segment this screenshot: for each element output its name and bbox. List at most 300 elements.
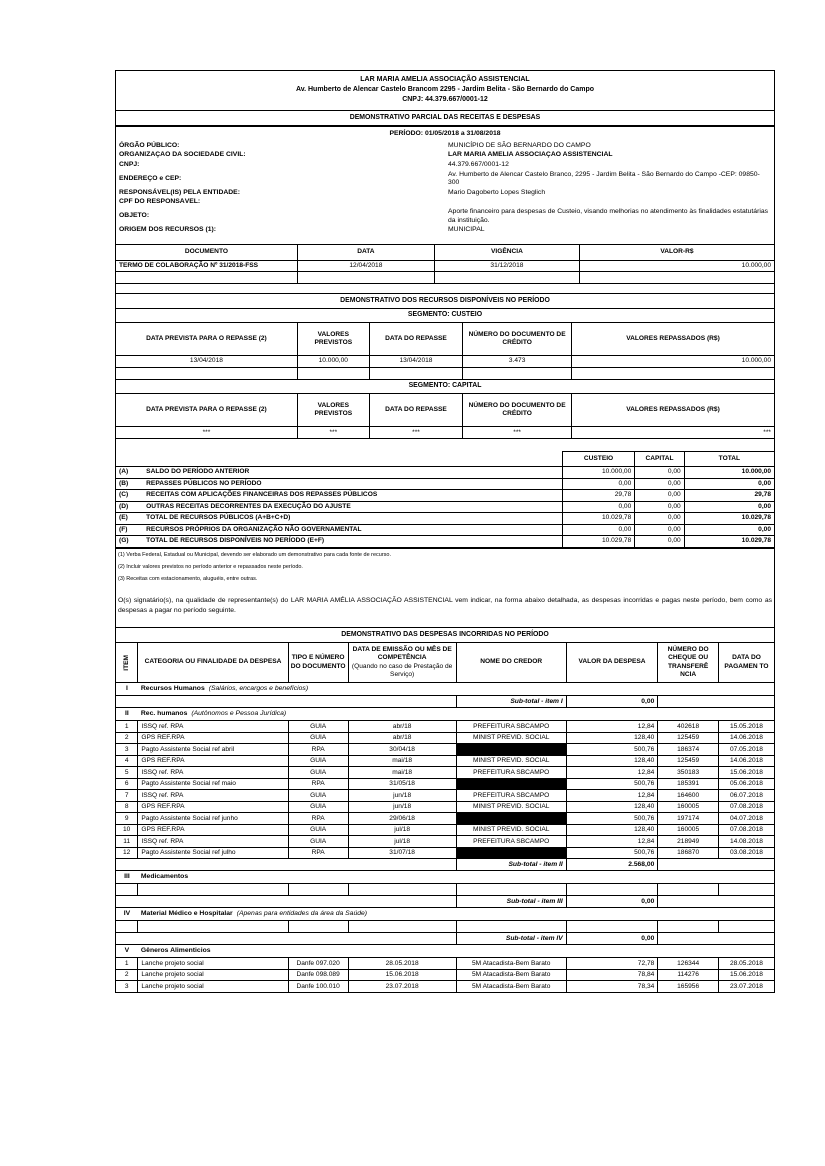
despesas-cell-credor-redacted — [456, 847, 566, 859]
despesas-subtotal-blank-pagamento — [718, 933, 774, 945]
despesas-cell-data: 31/07/18 — [348, 847, 456, 859]
despesas-cell-categoria: Lanche projeto social — [138, 981, 288, 993]
resumo-row — [116, 524, 775, 536]
banner-segmento-capital-row — [116, 379, 775, 394]
identification-row — [116, 198, 774, 208]
footnote-row — [116, 561, 774, 573]
resumo-col-capital: CAPITAL — [635, 451, 684, 466]
despesas-cell-tipo: GUIA — [288, 836, 348, 848]
despesas-subtotal-blank-cheque — [658, 696, 719, 708]
identification-label: CPF DO RESPONSÁVEL: — [119, 198, 201, 206]
despesas-cell-item: 12 — [116, 847, 138, 859]
resumo-label: OUTRAS RECEITAS DECORRENTES DA EXECUÇÃO DO AJUSTE — [143, 501, 562, 513]
despesas-subtotal-label: Sub-total - item II — [456, 859, 566, 871]
documento-blank-cell-2 — [297, 272, 434, 284]
despesas-subtotal-label: Sub-total - item IV — [456, 933, 566, 945]
despesas-blank-cell — [566, 884, 658, 896]
resumo-col-total: TOTAL — [684, 451, 774, 466]
despesas-cell-valor: 500,76 — [566, 813, 658, 825]
footnotes-box — [115, 548, 775, 628]
resumo-key: (C) — [116, 490, 144, 502]
resumo-total: 10.029,78 — [684, 536, 774, 548]
despesas-subtotal-blank-cheque — [658, 859, 719, 871]
despesas-group-numeral: II — [116, 707, 138, 720]
despesas-blank-cell — [288, 884, 348, 896]
resumo-key: (F) — [116, 524, 144, 536]
despesas-cell-tipo: RPA — [288, 744, 348, 756]
resumo-total: 0,00 — [684, 478, 774, 490]
identification-value: MUNICÍPIO DE SÃO BERNARDO DO CAMPO — [448, 141, 591, 149]
despesas-cell-data: jun/18 — [348, 801, 456, 813]
despesas-blank-cell — [566, 921, 658, 933]
despesas-cell-tipo: Danfe 097.020 — [288, 958, 348, 970]
despesas-cell-valor: 78,34 — [566, 981, 658, 993]
repasse-cell-data_repasse: *** — [369, 427, 463, 439]
org-header-row — [116, 71, 775, 111]
identification-label: ÓRGÃO PÚBLICO: — [119, 141, 180, 149]
despesas-subtotal-valor: 0,00 — [566, 696, 658, 708]
despesas-row — [116, 790, 775, 802]
documento-blank-row — [116, 272, 775, 284]
despesas-cell-valor: 12,84 — [566, 721, 658, 733]
repasse-cell-valores_previstos: 10.000,00 — [297, 356, 369, 368]
despesas-blank-cell — [348, 884, 456, 896]
documento-blank-cell-3 — [434, 272, 579, 284]
despesas-cell-categoria: GPS REF.RPA — [138, 824, 288, 836]
despesas-cell-data: jun/18 — [348, 790, 456, 802]
despesas-cell-categoria: Lanche projeto social — [138, 969, 288, 981]
resumo-total: 10.000,00 — [684, 467, 774, 479]
despesas-col-cheque: NÚMERO DO CHEQUE OU TRANSFERÊ NCIA — [658, 643, 719, 683]
despesas-row — [116, 732, 775, 744]
despesas-cell-data: 29/06/18 — [348, 813, 456, 825]
documento-cell-vigencia: 31/12/2018 — [434, 260, 579, 272]
despesas-blank-row — [116, 921, 775, 933]
resumo-label: TOTAL DE RECURSOS PÚBLICOS (A+B+C+D) — [143, 513, 562, 525]
despesas-cell-valor: 500,76 — [566, 847, 658, 859]
despesas-row — [116, 778, 775, 790]
despesas-group-header — [116, 907, 775, 920]
despesas-group-header — [116, 944, 775, 957]
despesas-blank-cell — [456, 921, 566, 933]
identification-row — [116, 160, 774, 170]
despesas-group-header — [116, 870, 775, 883]
despesas-cell-tipo: GUIA — [288, 767, 348, 779]
despesas-cell-data: mai/18 — [348, 767, 456, 779]
despesas-cell-item: 7 — [116, 790, 138, 802]
repasse-blank-cell-1 — [116, 367, 298, 379]
despesas-cell-pagamento: 14.06.2018 — [718, 755, 774, 767]
despesas-blank-cell — [138, 921, 288, 933]
despesas-col-data-pagamento: DATA DO PAGAMEN TO — [718, 643, 774, 683]
despesas-cell-item: 2 — [116, 969, 138, 981]
despesas-blank-cell — [718, 884, 774, 896]
resumo-row — [116, 501, 775, 513]
repasse-blank-cell-2 — [297, 367, 369, 379]
despesas-cell-data: mai/18 — [348, 755, 456, 767]
resumo-row — [116, 490, 775, 502]
despesas-cell-item: 1 — [116, 721, 138, 733]
identification-label: RESPONSÁVEL(IS) PELA ENTIDADE: — [119, 188, 240, 196]
despesas-cell-tipo: RPA — [288, 847, 348, 859]
repasse-blank-cell-3 — [369, 367, 463, 379]
despesas-cell-item: 9 — [116, 813, 138, 825]
banner-despesas-row — [116, 628, 775, 643]
despesas-cell-cheque: 126344 — [658, 958, 719, 970]
repasse-cell-data_repasse: 13/04/2018 — [369, 356, 463, 368]
footnote-text: (3) Receitas com estacionamento, aluguéis, entre outras. — [118, 576, 258, 583]
footnotes-table — [116, 549, 774, 628]
repasse-cell-data_prevista: 13/04/2018 — [116, 356, 298, 368]
despesas-row — [116, 981, 775, 993]
despesas-cell-valor: 78,84 — [566, 969, 658, 981]
resumo-header-blank — [116, 451, 563, 466]
despesas-cell-credor: PREFEITURA SBCAMPO — [456, 721, 566, 733]
despesas-subtotal-row — [116, 859, 775, 871]
resumo-capital: 0,00 — [635, 501, 684, 513]
despesas-subtotal-valor: 0,00 — [566, 933, 658, 945]
repasse-cell-valores_repassados: 10.000,00 — [572, 356, 775, 368]
despesas-cell-pagamento: 15.05.2018 — [718, 721, 774, 733]
resumo-rows — [116, 467, 775, 548]
despesas-cell-cheque: 350183 — [658, 767, 719, 779]
despesas-cell-credor-redacted — [456, 778, 566, 790]
resumo-custeio: 0,00 — [562, 524, 634, 536]
resumo-label: SALDO DO PERÍODO ANTERIOR — [143, 467, 562, 479]
banner-segmento-custeio: SEGMENTO: CUSTEIO — [116, 308, 775, 323]
despesas-group-title-cell — [138, 707, 775, 720]
banner-demonstrativo-parcial: DEMONSTRATIVO PARCIAL DAS RECEITAS E DESPESAS — [116, 111, 775, 126]
despesas-subtotal-blank-cheque — [658, 896, 719, 908]
despesas-cell-credor: PREFEITURA SBCAMPO — [456, 790, 566, 802]
footnote-row — [116, 573, 774, 585]
despesas-cell-data: jul/18 — [348, 836, 456, 848]
documento-col-valor: VALOR-R$ — [579, 245, 774, 260]
resumo-custeio: 10.029,78 — [562, 513, 634, 525]
despesas-cell-pagamento: 14.08.2018 — [718, 836, 774, 848]
despesas-cell-credor: MINIST PREVID. SOCIAL — [456, 801, 566, 813]
resumo-label: RECEITAS COM APLICAÇÕES FINANCEIRAS DOS REPASSES PÚBLICOS — [143, 490, 562, 502]
despesas-cell-tipo: RPA — [288, 813, 348, 825]
despesas-cell-categoria: GPS REF.RPA — [138, 732, 288, 744]
despesas-subtotal-blank-cheque — [658, 933, 719, 945]
identification-row — [116, 141, 774, 151]
despesas-cell-item: 8 — [116, 801, 138, 813]
despesas-blank-row — [116, 884, 775, 896]
identification-value: MUNICIPAL — [448, 226, 485, 234]
resumo-row — [116, 478, 775, 490]
despesas-subtotal-row — [116, 933, 775, 945]
despesas-group-title-cell — [138, 683, 775, 696]
despesas-col-data-emissao-sub: (Quando no caso de Prestação de Serviço) — [351, 662, 453, 678]
despesas-blank-cell — [138, 884, 288, 896]
despesas-cell-cheque: 186374 — [658, 744, 719, 756]
resumo-col-custeio: CUSTEIO — [562, 451, 634, 466]
repasse-cell-valores_repassados: *** — [572, 427, 775, 439]
despesas-cell-data: abr/18 — [348, 721, 456, 733]
identification-value: LAR MARIA AMELIA ASSOCIAÇÃO ASSISTENCIAL — [448, 151, 613, 159]
despesas-group-title: Recursos Humanos — [140, 685, 205, 692]
periodo-label: PERÍODO: 01/05/2018 a 31/08/2018 — [389, 129, 501, 137]
despesas-cell-pagamento: 04.07.2018 — [718, 813, 774, 825]
despesas-group-numeral: IV — [116, 907, 138, 920]
despesas-subtotal-blank-pagamento — [718, 859, 774, 871]
despesas-group-title-cell — [138, 907, 775, 920]
despesas-cell-cheque: 185391 — [658, 778, 719, 790]
despesas-cell-categoria: Pagto Assistente Social ref julho — [138, 847, 288, 859]
despesas-cell-valor: 128,40 — [566, 824, 658, 836]
despesas-cell-item: 3 — [116, 981, 138, 993]
resumo-total: 29,78 — [684, 490, 774, 502]
statement-row — [116, 586, 774, 619]
banner-segmento-capital: SEGMENTO: CAPITAL — [116, 379, 775, 394]
despesas-col-item-label: ITEM — [122, 654, 130, 671]
identification-box — [115, 126, 775, 244]
despesas-cell-tipo: GUIA — [288, 801, 348, 813]
despesas-blank-cell — [116, 921, 138, 933]
despesas-blank-cell — [116, 884, 138, 896]
resumo-capital: 0,00 — [635, 490, 684, 502]
despesas-cell-pagamento: 23.07.2018 — [718, 981, 774, 993]
resumo-custeio: 0,00 — [562, 478, 634, 490]
resumo-capital: 0,00 — [635, 513, 684, 525]
org-header-cell — [116, 71, 775, 111]
repasse-capital-col-numero-doc: NÚMERO DO DOCUMENTO DE CRÉDITO — [463, 394, 572, 427]
identification-value: Mario Dagoberto Lopes Steglich — [448, 188, 546, 196]
repasse-cell-data_prevista: *** — [116, 427, 298, 439]
despesas-cell-credor: PREFEITURA SBCAMPO — [456, 767, 566, 779]
despesas-row — [116, 969, 775, 981]
despesas-subtotal-spacer — [116, 696, 457, 708]
despesas-cell-tipo: GUIA — [288, 824, 348, 836]
despesas-cell-data: 15.06.2018 — [348, 969, 456, 981]
despesas-cell-item: 6 — [116, 778, 138, 790]
despesas-cell-pagamento: 06.07.2018 — [718, 790, 774, 802]
identification-row — [116, 208, 774, 226]
repasse-cell-numero_doc: 3.473 — [463, 356, 572, 368]
identification-label: OBJETO: — [119, 212, 150, 220]
despesas-group-title: Medicamentos — [140, 872, 189, 880]
despesas-blank-cell — [348, 921, 456, 933]
resumo-capital: 0,00 — [635, 524, 684, 536]
resumo-row — [116, 513, 775, 525]
documento-blank-cell-4 — [579, 272, 774, 284]
despesas-cell-data: 30/04/18 — [348, 744, 456, 756]
despesas-header-row — [116, 643, 775, 683]
footnote-text: (2) Incluir valores previstos no período anterior e repassados neste período. — [118, 564, 303, 571]
documento-blank-cell-1 — [116, 272, 298, 284]
despesas-cell-categoria: ISSQ ref. RPA — [138, 721, 288, 733]
despesas-cell-data: 31/05/18 — [348, 778, 456, 790]
despesas-subtotal-row — [116, 896, 775, 908]
org-cnpj: CNPJ: 44.379.667/0001-12 — [402, 96, 488, 104]
despesas-cell-item: 4 — [116, 755, 138, 767]
despesas-cell-pagamento: 15.06.2018 — [718, 969, 774, 981]
despesas-cell-tipo: Danfe 098.089 — [288, 969, 348, 981]
despesas-row — [116, 813, 775, 825]
despesas-cell-credor: MINIST PREVID. SOCIAL — [456, 732, 566, 744]
despesas-cell-data: jul/18 — [348, 824, 456, 836]
despesas-col-tipo-numero: TIPO E NÚMERO DO DOCUMENTO — [288, 643, 348, 683]
despesas-cell-item: 5 — [116, 767, 138, 779]
header-block — [115, 70, 775, 126]
documento-header-row — [116, 245, 775, 260]
despesas-cell-pagamento: 14.06.2018 — [718, 732, 774, 744]
despesas-cell-cheque: 125459 — [658, 755, 719, 767]
despesas-subtotal-row — [116, 696, 775, 708]
despesas-row — [116, 767, 775, 779]
despesas-cell-cheque: 165956 — [658, 981, 719, 993]
despesas-cell-valor: 500,76 — [566, 778, 658, 790]
despesas-cell-valor: 128,40 — [566, 801, 658, 813]
despesas-row — [116, 755, 775, 767]
org-address: Av. Humberto de Alencar Castelo Brancom 2295 - Jardim Belita - São Bernardo do Campo — [295, 86, 595, 94]
repasse-capital-rows — [116, 427, 775, 439]
despesas-row — [116, 836, 775, 848]
despesas-group-numeral: V — [116, 944, 138, 957]
despesas-subtotal-blank-pagamento — [718, 696, 774, 708]
despesas-cell-pagamento: 03.08.2018 — [718, 847, 774, 859]
repasse-capital-header-row — [116, 394, 775, 427]
despesas-group-header — [116, 683, 775, 696]
despesas-cell-cheque: 125459 — [658, 732, 719, 744]
identification-value: Av. Humberto de Alencar Castelo Branco, 2295 - Jardim Belita - São Bernardo do Campo -CEP: 09850-300 — [448, 170, 760, 187]
identification-spacer — [116, 235, 774, 244]
despesas-subtotal-spacer — [116, 896, 457, 908]
resumo-key: (E) — [116, 513, 144, 525]
despesas-row — [116, 958, 775, 970]
despesas-blank-cell — [288, 921, 348, 933]
identification-label: ORGANIZAÇÃO DA SOCIEDADE CIVIL: — [119, 151, 246, 159]
documento-rows — [116, 260, 775, 272]
repasse-capital-col-data-prevista: DATA PREVISTA PARA O REPASSE (2) — [116, 394, 298, 427]
despesas-cell-categoria: Pagto Assistente Social ref maio — [138, 778, 288, 790]
despesas-cell-credor-redacted — [456, 744, 566, 756]
documento-cell-documento: TERMO DE COLABORAÇÃO Nº 31/2018-FSS — [116, 260, 298, 272]
identification-rows — [116, 141, 774, 235]
despesas-cell-item: 11 — [116, 836, 138, 848]
despesas-cell-credor: 5M Atacadista-Bem Barato — [456, 969, 566, 981]
despesas-table — [115, 627, 775, 992]
resumo-total: 0,00 — [684, 501, 774, 513]
despesas-cell-cheque: 164600 — [658, 790, 719, 802]
resumo-custeio: 0,00 — [562, 501, 634, 513]
despesas-cell-credor: 5M Atacadista-Bem Barato — [456, 958, 566, 970]
identification-value: Aporte financeiro para despesas de Custeio, visando melhorias no atendimento às finalidades estatutárias da instituição. — [448, 208, 769, 224]
despesas-cell-categoria: GPS REF.RPA — [138, 801, 288, 813]
documento-row — [116, 260, 775, 272]
despesas-col-categoria: CATEGORIA OU FINALIDADE DA DESPESA — [138, 643, 288, 683]
resumo-row — [116, 536, 775, 548]
despesas-col-data-emissao-main: DATA DE EMISSÃO OU MÊS DE COMPETÊNCIA — [352, 646, 452, 662]
despesas-cell-cheque: 402618 — [658, 721, 719, 733]
despesas-cell-pagamento: 07.05.2018 — [718, 744, 774, 756]
despesas-cell-cheque: 114276 — [658, 969, 719, 981]
repasse-row — [116, 356, 775, 368]
resumo-header-row — [116, 451, 775, 466]
resumo-label: TOTAL DE RECURSOS DISPONÍVEIS NO PERÍODO (E+F) — [143, 536, 562, 548]
despesas-cell-tipo: GUIA — [288, 721, 348, 733]
resumo-custeio: 10.000,00 — [562, 467, 634, 479]
despesas-cell-data: abr/18 — [348, 732, 456, 744]
documento-table — [115, 244, 775, 284]
despesas-group-numeral: I — [116, 683, 138, 696]
repasse-capital-col-valores-repassados: VALORES REPASSADOS (R$) — [572, 394, 775, 427]
despesas-cell-categoria: Pagto Assistente Social ref junho — [138, 813, 288, 825]
despesas-cell-item: 10 — [116, 824, 138, 836]
despesas-cell-pagamento: 07.08.2018 — [718, 824, 774, 836]
identification-value: 44.379.667/0001-12 — [448, 160, 509, 168]
despesas-group-title: Material Médico e Hospitalar — [140, 909, 233, 917]
despesas-blank-cell — [658, 921, 719, 933]
despesas-cell-credor: MINIST PREVID. SOCIAL — [456, 755, 566, 767]
despesas-cell-tipo: RPA — [288, 778, 348, 790]
documento-cell-data: 12/04/2018 — [297, 260, 434, 272]
resumo-custeio: 29,78 — [562, 490, 634, 502]
identification-label: CNPJ: — [119, 160, 140, 168]
despesas-cell-categoria: GPS REF.RPA — [138, 755, 288, 767]
despesas-subtotal-blank-pagamento — [718, 896, 774, 908]
repasse-blank-cell-5 — [572, 367, 775, 379]
resumo-capital: 0,00 — [635, 478, 684, 490]
despesas-cell-categoria: ISSQ ref. RPA — [138, 836, 288, 848]
document-page — [115, 70, 775, 993]
despesas-subtotal-label: Sub-total - item III — [456, 896, 566, 908]
despesas-subtotal-spacer — [116, 933, 457, 945]
despesas-blank-cell — [658, 884, 719, 896]
despesas-row — [116, 721, 775, 733]
despesas-cell-categoria: Pagto Assistente Social ref abril — [138, 744, 288, 756]
despesas-cell-data: 23.07.2018 — [348, 981, 456, 993]
despesas-row — [116, 801, 775, 813]
resumo-key: (D) — [116, 501, 144, 513]
despesas-cell-cheque: 197174 — [658, 813, 719, 825]
resumo-key: (G) — [116, 536, 144, 548]
resumo-key: (B) — [116, 478, 144, 490]
resumo-total: 10.029,78 — [684, 513, 774, 525]
repasse-col-valores-previstos: VALORES PREVISTOS — [297, 323, 369, 356]
banner-demonstrativo-parcial-row — [116, 111, 775, 126]
despesas-cell-valor: 12,84 — [566, 790, 658, 802]
despesas-cell-tipo: GUIA — [288, 755, 348, 767]
gap-after-recursos — [115, 439, 775, 451]
banner-recursos-row — [116, 294, 775, 309]
despesas-group-note: (Salários, encargos e benefícios) — [208, 685, 309, 692]
resumo-capital: 0,00 — [635, 467, 684, 479]
resumo-row — [116, 467, 775, 479]
despesas-cell-categoria: ISSQ ref. RPA — [138, 790, 288, 802]
despesas-cell-valor: 128,40 — [566, 732, 658, 744]
despesas-group-note: (Apenas para entidades da área da Saúde) — [236, 909, 368, 917]
identification-row — [116, 188, 774, 198]
despesas-row — [116, 824, 775, 836]
repasse-capital-col-valores-previstos: VALORES PREVISTOS — [297, 394, 369, 427]
despesas-row — [116, 744, 775, 756]
gap-after-documento — [115, 284, 775, 293]
despesas-cell-data: 28.05.2018 — [348, 958, 456, 970]
documento-col-vigencia: VIGÊNCIA — [434, 245, 579, 260]
resumo-custeio: 10.029,78 — [562, 536, 634, 548]
repasse-cell-valores_previstos: *** — [297, 427, 369, 439]
despesas-cell-pagamento: 07.08.2018 — [718, 801, 774, 813]
despesas-cell-tipo: GUIA — [288, 732, 348, 744]
resumo-key: (A) — [116, 467, 144, 479]
despesas-cell-pagamento: 28.05.2018 — [718, 958, 774, 970]
resumo-label: RECURSOS PRÓPRIOS DA ORGANIZAÇÃO NÃO GOVERNAMENTAL — [143, 524, 562, 536]
despesas-subtotal-label: Sub-total - item I — [456, 696, 566, 708]
resumo-total: 0,00 — [684, 524, 774, 536]
documento-col-documento: DOCUMENTO — [116, 245, 298, 260]
